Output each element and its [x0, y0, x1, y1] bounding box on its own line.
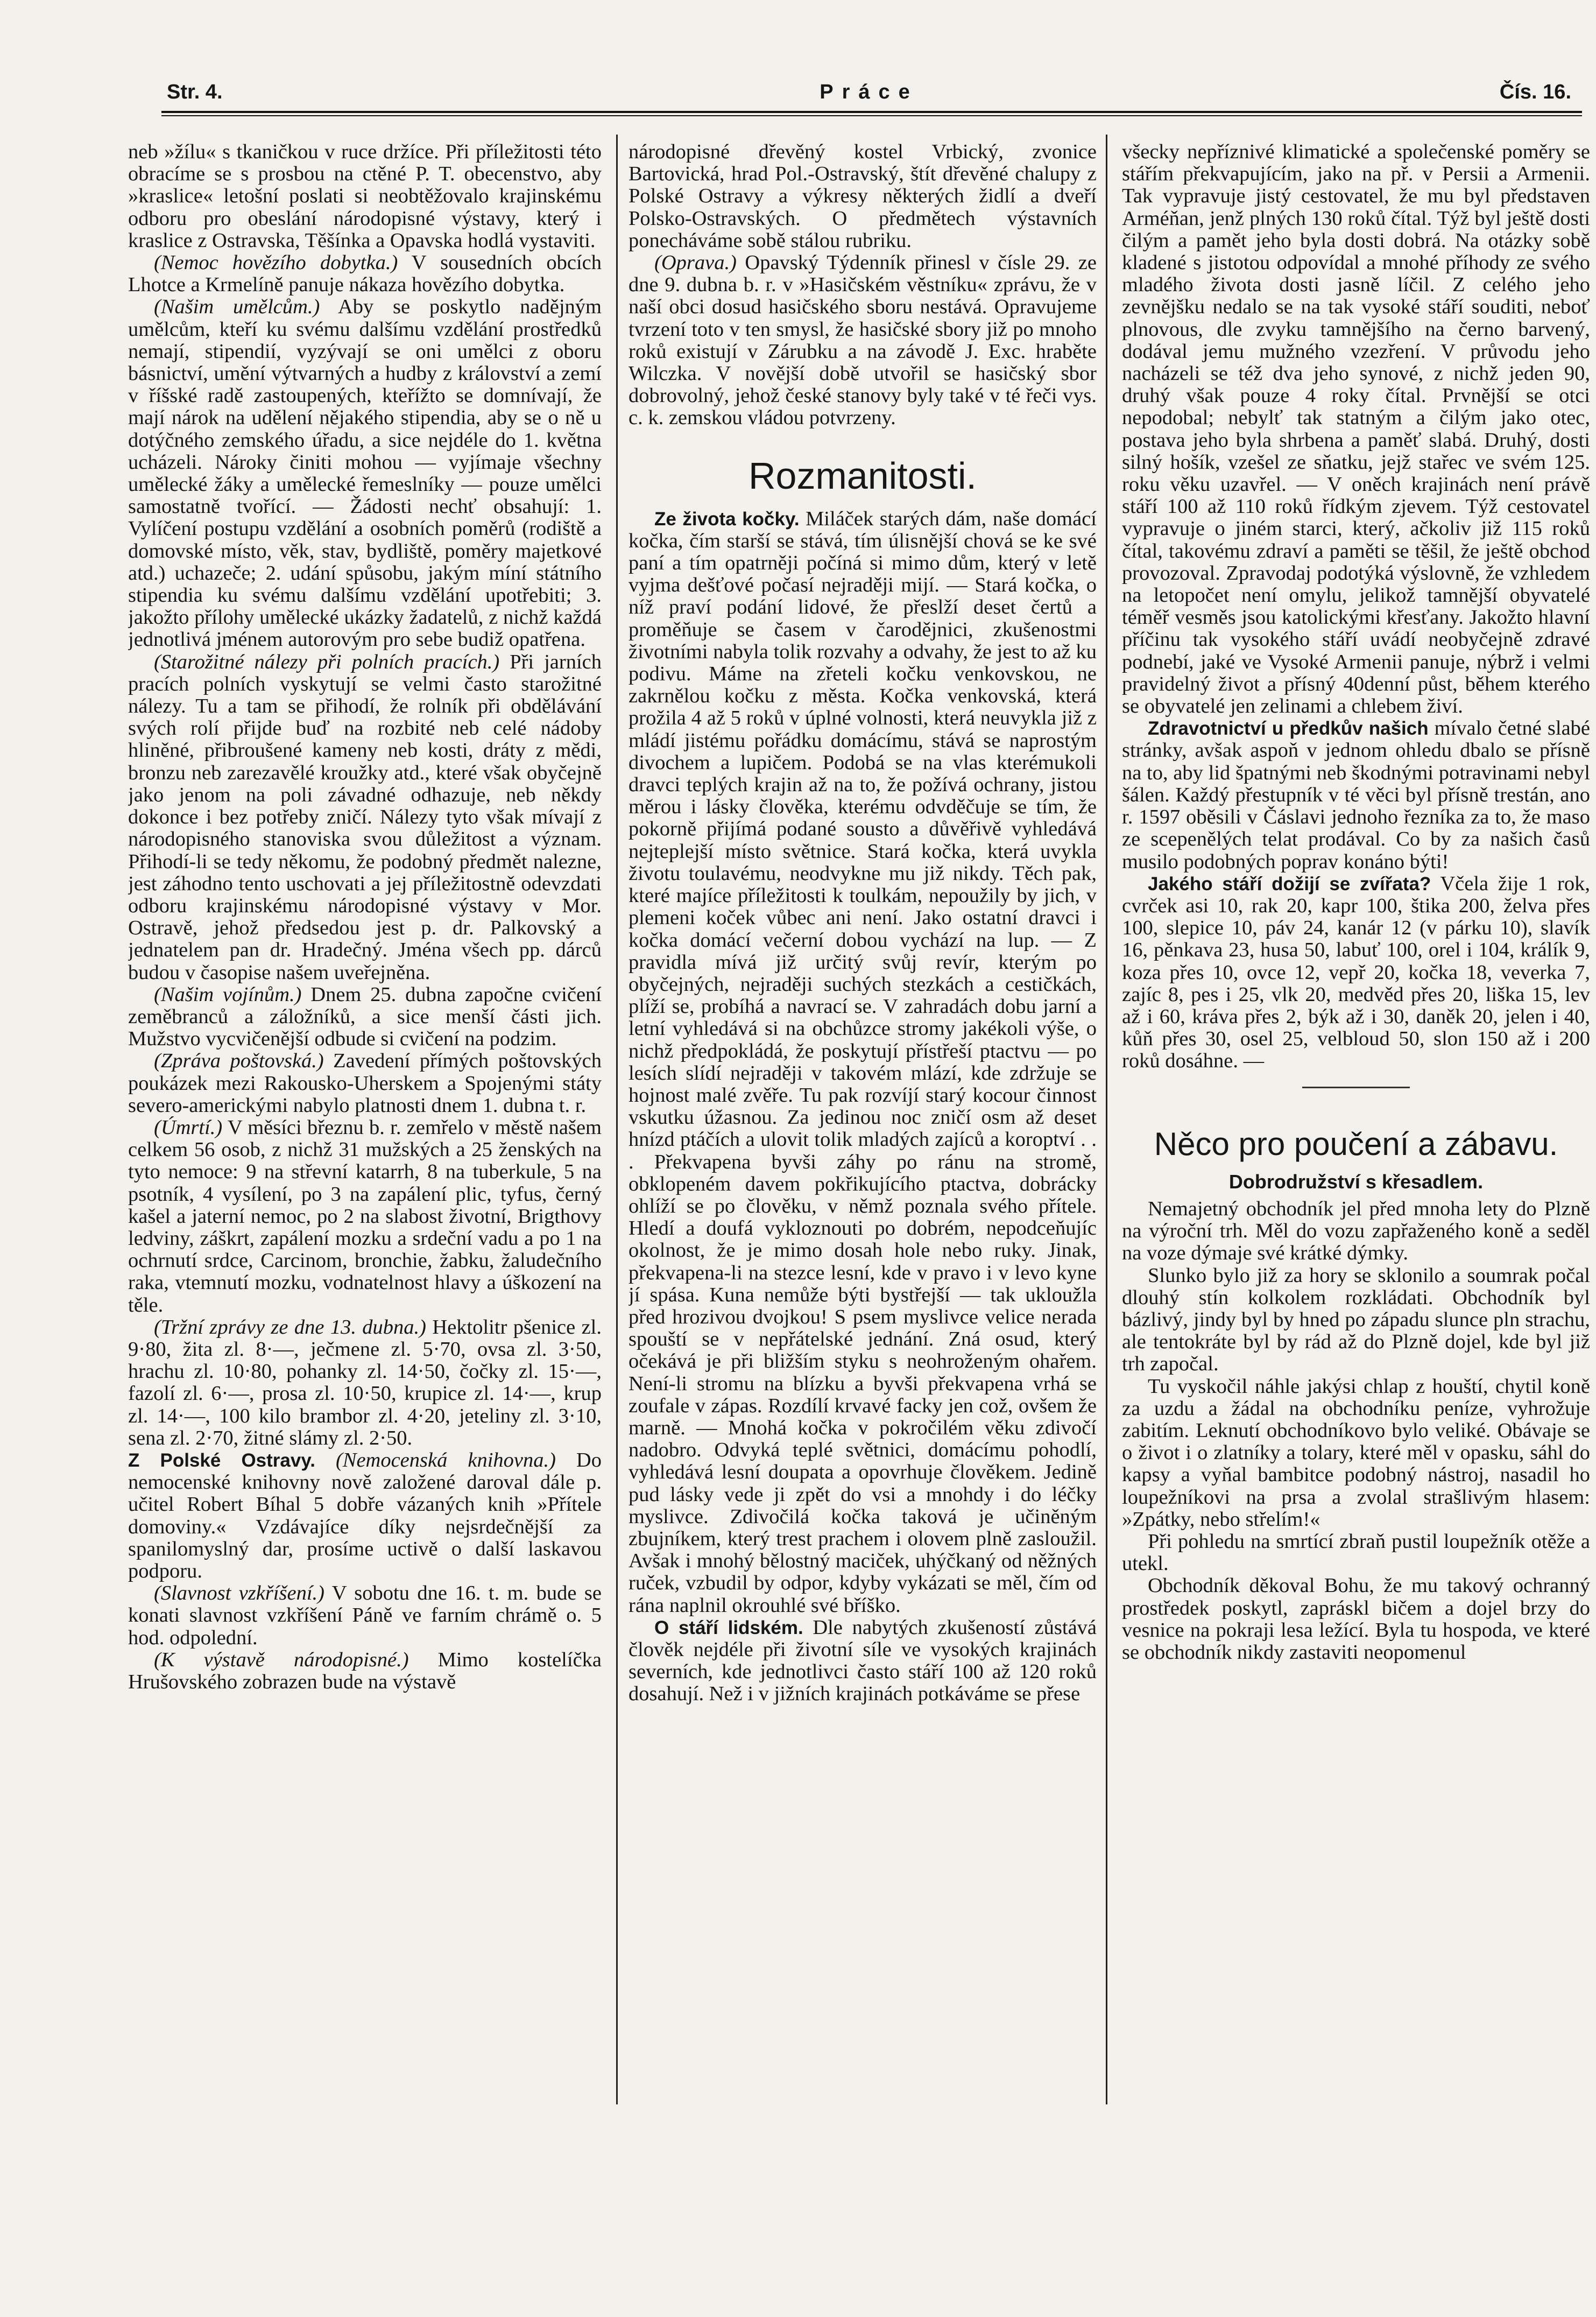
separator-rule [1122, 1073, 1590, 1103]
item-heading: Z Polské Ostravy. [128, 1449, 315, 1471]
paragraph [628, 1617, 1097, 1706]
item-heading: (Nemoc hovězího dobytka.) [154, 251, 398, 274]
header-rule [161, 111, 1582, 113]
item-text: Miláček starých dám, naše domácí kočka, čím starší se stává, tím úlisnější chová se ke své paní a tím opatrněji počíná si mimo dům, který v letě vyjma dešťové počasí nejraději mijí. — Stará kočka, o níž praví podání lidové, že přeslží deset čertů a proměňuje se časem v čarodějnici, zkušenostmi životními nabyla tolik rozvahy a odvahy, že jest to až ku podivu. Máme na zřeteli kočku venkovskou, ne zakrnělou kočku z města. Kočka venkovská, která prožila 4 až 5 roků v úplné volnosti, která neuvykla již z mládí jistému pořádku domácímu, stává se naprostým divochem a lupičem. Podobá se na vlas kterémukoli dravci teplých krajin až na to, že požívá ochrany, jistou měrou i lásky člověka, kterému odvděčuje se tím, že pokorně přijímá podané sousto a důvěřivě vyhledává nejteplejší místo světnice. Stará kočka, která uvykla životu toulavému, neodvykne mu již nikdy. Těch pak, které majíce příležitosti k toulkám, nepoužily by jich, v plemeni koček vůbec ani není. Jako ostatní dravci i kočka domácí večerní dobou vychází na lup. — Z pravidla mívá již určitý svůj revír, kterým po obyčejných, nejraději suchých stezkách a cestičkách, plíží se, probíhá a navrací se. V zahradách dobu jarní a letní vyhledává si na obchůzce stromy jakékoli výše, o nichž předpokládá, že poskytují přístřeší ptactvu — po lesích slídí nejraději v takovém mlází, kde zdržuje se hojnost malé zvěře. Tu pak rozvíjí starý kocour činnost vskutku úžasnou. Za jedinou noc zničí osm až deset hnízd ptáčích a ulovit tolik mladých zajíců a koroptví . . . Překvapena byvši záhy po ránu na stromě, obklopeném davem pokřikujícího ptactva, dobrácky ohlíží se po člověku, v němž poznala svého přítele. Hledí a doufá vykloznouti po dobrém, nepodceňujíc okolnost, že je mimo dosah hole nebo ruky. Jinak, překvapena-li na stezce lesní, kde v pravo i v levo kyne jí spása. Kuna nemůže býti bystřejší — tak ukloužla před hrozivou dvojkou! S psem myslivce velice nerada spouští se v nepřátelské jednání. Zná osud, který očekává je při bližším styku s neohroženým ohařem. Není-li stromu na blízku a byvši překvapena vrhá se zoufale v zápas. Rozdílí krvavé facky jen což, ovšem že marně. — Mnohá kočka v pokročilém věku zdivočí nadobro. Odvyká teplé světnici, domácímu pohodlí, vyhledává lesní doupata a opovrhuje člověkem. Jedině pud lásky vede ji zpět do vsi a mnohdy i do léčky myslivce. Zdivočilá kočka taková je učiněným zbujníkem, který trest prachem i olovem plně zasloužil. Avšak i mnohý bělostný maciček, uhýčkaný od něžných ruček, vzbudil by odpor, kdyby vykázati se měl, čím od rána naplnil okrouhlé své bříško. [628, 507, 1097, 1617]
item-heading: (Zpráva poštovská.) [154, 1050, 324, 1073]
item-text: Hektolitr pšenice zl. 9·80, žita zl. 8·—, ječmene zl. 5·70, ovsa zl. 3·50, hrachu zl. 10·80, pohanky zl. 14·50, čočky zl. 15·—, fazolí zl. 6·—, prosa zl. 10·50, krupice zl. 14·—, krup zl. 14·—, 100 kilo brambor zl. 4·20, jeteliny zl. 3·10, sena zl. 2·70, žitné slámy zl. 2·50. [128, 1315, 602, 1449]
column-2 [628, 141, 1097, 2111]
column-3 [1122, 141, 1590, 2111]
paragraph [128, 1316, 602, 1449]
item-text: V sobotu dne 16. t. m. bude se konati slavnost vzkříšení Páně ve farním chrámě o. 5 hod. odpolední. [128, 1582, 602, 1649]
column-1 [128, 141, 602, 2111]
item-heading: (Starožitné nálezy při polních pracích.) [154, 650, 500, 673]
item-text: Při jarních pracích polních vyskytují se velmi často starožitné nálezy. Tu a tam se přihodí, že rolník při obdělávání svých rolí přijde buď na rozbité neb celé nádoby hliněné, přibroušené kameny neb kosti, dráty z mědi, bronzu neb zarezavělé kroužky atd., které však obyčejně jako jenom na poli závadné odhazuje, neb někdy dokonce i bez potřeby zničí. Nálezy tyto však mívají z národopisného stanoviska svou důležitost a význam. Přihodí-li se tedy někomu, že podobný předmět nalezne, jest záhodno tento uschovati a jej příležitostně odevzdati odboru krajinskému národopisné výstavy v Mor. Ostravě, jehož předsedou jest p. dr. Palkovský a jednatelem pan dr. Hradečný. Jména všech pp. dárců budou v časopise našem uveřejněna. [128, 650, 602, 984]
story-title: Dobrodružství s křesadlem. [1228, 1170, 1484, 1193]
paragraph: Tu vyskočil náhle jakýsi chlap z houští, chytil koně za uzdu a žádal na obchodníku peníze, vyhrožuje zabitím. Leknutí obchodníkovo bylo veliké. Obávaje se o život i o zlatníky a tolary, které měl v opasku, sáhl do kapsy a vyňal bambitce podobný nástroj, nasadil ho loupežníkovi na prsa a zvolal strašlivým hlasem: »Zpátky, nebo střelím!« [1122, 1375, 1590, 1531]
column-divider-1 [616, 135, 618, 2104]
paragraph [628, 508, 1097, 1617]
item-heading: Ze života kočky. [654, 508, 800, 530]
paragraph [128, 252, 602, 296]
header-rule-thin [161, 115, 1582, 116]
item-heading: (Oprava.) [654, 251, 737, 274]
item-text: mívalo četné slabé stránky, avšak aspoň v jednom ohledu dbalo se přísně na to, aby lid špatnými neb škodnými potravinami nebyl šálen. Každý přestupník v té věci byl přísně trestán, ano r. 1597 oběsili v Čáslavi jednoho řezníka za to, že maso ze scepenělých telat prodával. Co by za našich časů musilo podobných poprav konáno býti! [1122, 717, 1590, 873]
paragraph: Obchodník děkoval Bohu, že mu takový ochranný prostředek poskytl, zapráskl bičem a dojel brzy do vesnice na pokraji lesa ležící. Byla tu hospoda, ve které se obchodník nikdy zastaviti neopomenul [1122, 1574, 1590, 1664]
paragraph [128, 1582, 602, 1649]
item-text: Dnem 25. dubna započne cvičení zeměbranců a záložníků, a sice menší části jich. Mužstvo vycvičenější odbude si cvičení na podzim. [128, 983, 602, 1051]
item-text: Mimo kostelíčka Hrušovského zobrazen bude na výstavě [128, 1648, 602, 1694]
item-text: Zavedení přímých poštovských poukázek mezi Rakousko-Uherskem a Spojenými státy severo-americkými nabylo platnosti dnem 1. dubna t. r. [128, 1050, 602, 1117]
paragraph [128, 296, 602, 651]
item-heading: (Slavnost vzkříšení.) [154, 1582, 325, 1605]
paragraph [128, 141, 602, 252]
paragraph [628, 252, 1097, 429]
paragraph [128, 984, 602, 1051]
paragraph: národopisné dřevěný kostel Vrbický, zvonice Bartovická, hrad Pol.-Ostravský, štít dřevěné chalupy z Polské Ostravy a výkresy některých židlí a dveří Polsko-Ostravských. O předmětech výstavních ponecháváme sobě stálou rubriku. [628, 141, 1097, 252]
paragraph [1122, 717, 1590, 872]
item-heading: (Našim vojínům.) [154, 983, 302, 1006]
item-heading: (Nemocenská knihovna.) [335, 1448, 556, 1471]
paragraph: Při pohledu na smrtící zbraň pustil loupežník otěže a utekl. [1122, 1530, 1590, 1575]
item-heading: (Našim umělcům.) [154, 295, 320, 319]
item-text: Včela žije 1 rok, cvrček asi 10, rak 20, kapr 100, štika 200, želva přes 100, slepice 10, páv 24, kanár 12 (v párku 10), slavík 16, pěnkava 23, husa 50, labuť 100, orel i 104, králík 9, koza přes 10, ovce 12, vepř 20, kočka 18, veverka 7, zajíc 8, pes i 25, vlk 20, medvěd přes 20, liška 15, lev až i 60, kráva přes 2, býk až i 30, daněk 20, jelen i 40, kůň přes 30, osel 25, velbloud 50, slon 150 až i 200 roků dosáhne. — [1122, 872, 1590, 1073]
item-heading: Zdravotnictví u předkův našich [1148, 718, 1429, 740]
item-heading: (K výstavě národopisné.) [154, 1648, 409, 1671]
section-title: Rozmanitosti. [748, 454, 977, 497]
item-text: V sousedních obcích Lhotce a Krmelíně panuje nákaza hovězího dobytka. [128, 251, 602, 297]
paragraph [128, 1649, 602, 1693]
paragraph [128, 1050, 602, 1117]
page-header [167, 81, 1571, 111]
paragraph: všecky nepříznivé klimatické a společenské poměry se stářím překvapujícím, jako na př. v Persii a Armenii. Tak vypravuje jistý cestovatel, že mu byl představen Arméňan, jenž plných 130 roků čítal. Týž byl ještě dosti čilým a pamět jeho byla dosti dobrá. Na otázky sobě kladené s jistotou odpovídal a mnohé příhody ze svého mladého života dosti jasně líčil. Z celého jeho zevnějšku nedalo se na tak vysoké stáří souditi, neboť plnovous, dle zvyku tamnějšího na černo barvený, dodával jemu mužného vzezření. V průvodu jeho nacházeli se též dva jeho synové, z nichž jeden 90, druhý však pouze 4 roky čítal. Prvnější se otci nepodobal; nebylť tak statným a čilým jako otec, postava jeho byla shrbena a paměť slabá. Druhý, dosti silný hošík, vzešel ze sňatku, jejž stařec ve svém 125. roku věku uzavřel. — V oněch krajinách není právě stáří 100 až 110 roků řídkým zjevem. Týž cestovatel vypravuje o jiném starci, který, ačkoliv již 115 roků čítal, takovému zdraví a paměti se těšil, že ještě obchod provozoval. Zpravodaj podotýká výslovně, že vzhledem na letopočet není omylu, jelikož tamnější obyvatelé téměř vesměs jsou katolickými křesťany. Jakožto hlavní příčinu tak vysokého stáří uvádí neobyčejně zdravé podnebí, jaké ve Vysoké Armenii panuje, nýbrž i velmi pravidelný život a přísný 40denní půst, během kterého se obyvatelé jen zelinami a chlebem živí. [1122, 141, 1590, 718]
item-heading: (Úmrtí.) [154, 1116, 223, 1139]
issue-number: Čís. 16. [1499, 81, 1571, 103]
item-heading: Jakého stáří dožijí se zvířata? [1148, 873, 1431, 895]
item-text: neb »žílu« s tkaničkou v ruce držíce. Při příležitosti této obracíme se s prosbou na ctěné P. T. obecenstvo, aby »kraslice« letošní poslati si neobtěžovalo krajinskému odboru pro obeslání národopisné výstavy, který i kraslice z Ostravska, Těšínka a Opavska hodlá vystaviti. [128, 141, 602, 252]
paragraph [128, 1449, 602, 1582]
item-text: V měsíci březnu b. r. zemřelo v městě našem celkem 56 osob, z nichž 31 mužských a 25 ženských na tyto nemoce: 9 na střevní katarrh, 8 na tuberkule, 5 na psotník, 4 vysílení, po 3 na zapálení plic, tyfus, černý kašel a jaterní nemoc, po 2 na slabost životní, Brigthovy ledviny, záškrt, zapálení mozku a srdeční vadu a po 1 na ochrnutí srdce, Carcinom, bronchie, žabku, žaludečního raka, vtemnutí mozku, vodnatelnost hlavy a úškození na těle. [128, 1116, 602, 1316]
page-number: Str. 4. [167, 81, 223, 103]
item-heading: (Tržní zprávy ze dne 13. dubna.) [154, 1315, 427, 1339]
item-text: Do nemocenské knihovny nově založené daroval dále p. učitel Robert Bíhal 5 dobře vázaných knih »Přítele domoviny.« Vzdávajíce díky nejsrdečnější za spanilomyslný dar, prosíme uctivě o další laskavou podporu. [128, 1448, 602, 1582]
paragraph: Slunko bylo již za hory se sklonilo a soumrak počal dlouhý stín kolkolem rozkládati. Obchodník byl bázlivý, jindy byl by hned po západu slunce pln strachu, ale tentokráte byl by rád až do Plzně dojel, kde byl již trh započal. [1122, 1264, 1590, 1376]
newspaper-title: Práce [820, 81, 919, 103]
paragraph [128, 1117, 602, 1316]
item-heading: O stáří lidském. [654, 1617, 803, 1638]
column-divider-2 [1106, 135, 1107, 2104]
section-title: Něco pro poučení a zábavu. [1154, 1125, 1558, 1162]
paragraph [1122, 873, 1590, 1073]
paragraph: Nemajetný obchodník jel před mnoha lety do Plzně na výroční trh. Měl do vozu zapřaženého koně a seděl na voze dýmaje své krátké dýmky. [1122, 1197, 1590, 1265]
item-text: Opavský Týdenník přinesl v čísle 29. ze dne 9. dubna b. r. v »Hasičském věstníku« zprávu, že v naší obci dosud hasičského sboru nestává. Opravujeme tvrzení toto v ten smysl, že hasičské sbory již po mnoho roků existují v Zárubku a na závodě J. Exc. hraběte Wilczka. V novější době utvořil se hasičský sbor dobrovolný, jehož české stanovy byly také v té řeči vys. c. k. zemskou vládou potvrzeny. [628, 251, 1097, 429]
paragraph [128, 651, 602, 984]
item-text: Aby se poskytlo nadějným umělcům, kteří ku svému dalšímu vzdělání prostředků nemají, stipendií, vyzývají se oni umělci z oboru básnictví, umění výtvarných a hudby z království a zemí v říšské radě zastoupených, kteřížto se domnívají, že mají nárok na udělení nějakého stipendia, aby se o ně u dotýčného zemského úřadu, a sice nejdéle do 1. května ucházeli. Nároky činiti mohou — vyjímaje všechny umělecké žáky a umělecké řemeslníky — pouze umělci samostatně tvořící. — Žádosti nechť obsahují: 1. Vylíčení postupu vzdělání a osobních poměrů (rodiště a domovské místo, věk, stav, bydliště, poměry majetkové atd.) uchazeče; 2. udání spůsobu, jakým míní státního stipendia ku svému dalšímu vzdělání upotřebiti; 3. jakožto přílohy umělecké ukázky žadatelů, z nichž každá jednotlivá jménem autorovým pro sebe budiž opatřena. [128, 295, 602, 651]
item-text: Dle nabytých zkušeností zůstává člověk nejdéle při životní síle ve vysokých krajinách severních, kde jednotlivci často stáří 100 až 120 roků dosahují. Než i v jižních krajinách potkáváme se přese [628, 1616, 1097, 1706]
